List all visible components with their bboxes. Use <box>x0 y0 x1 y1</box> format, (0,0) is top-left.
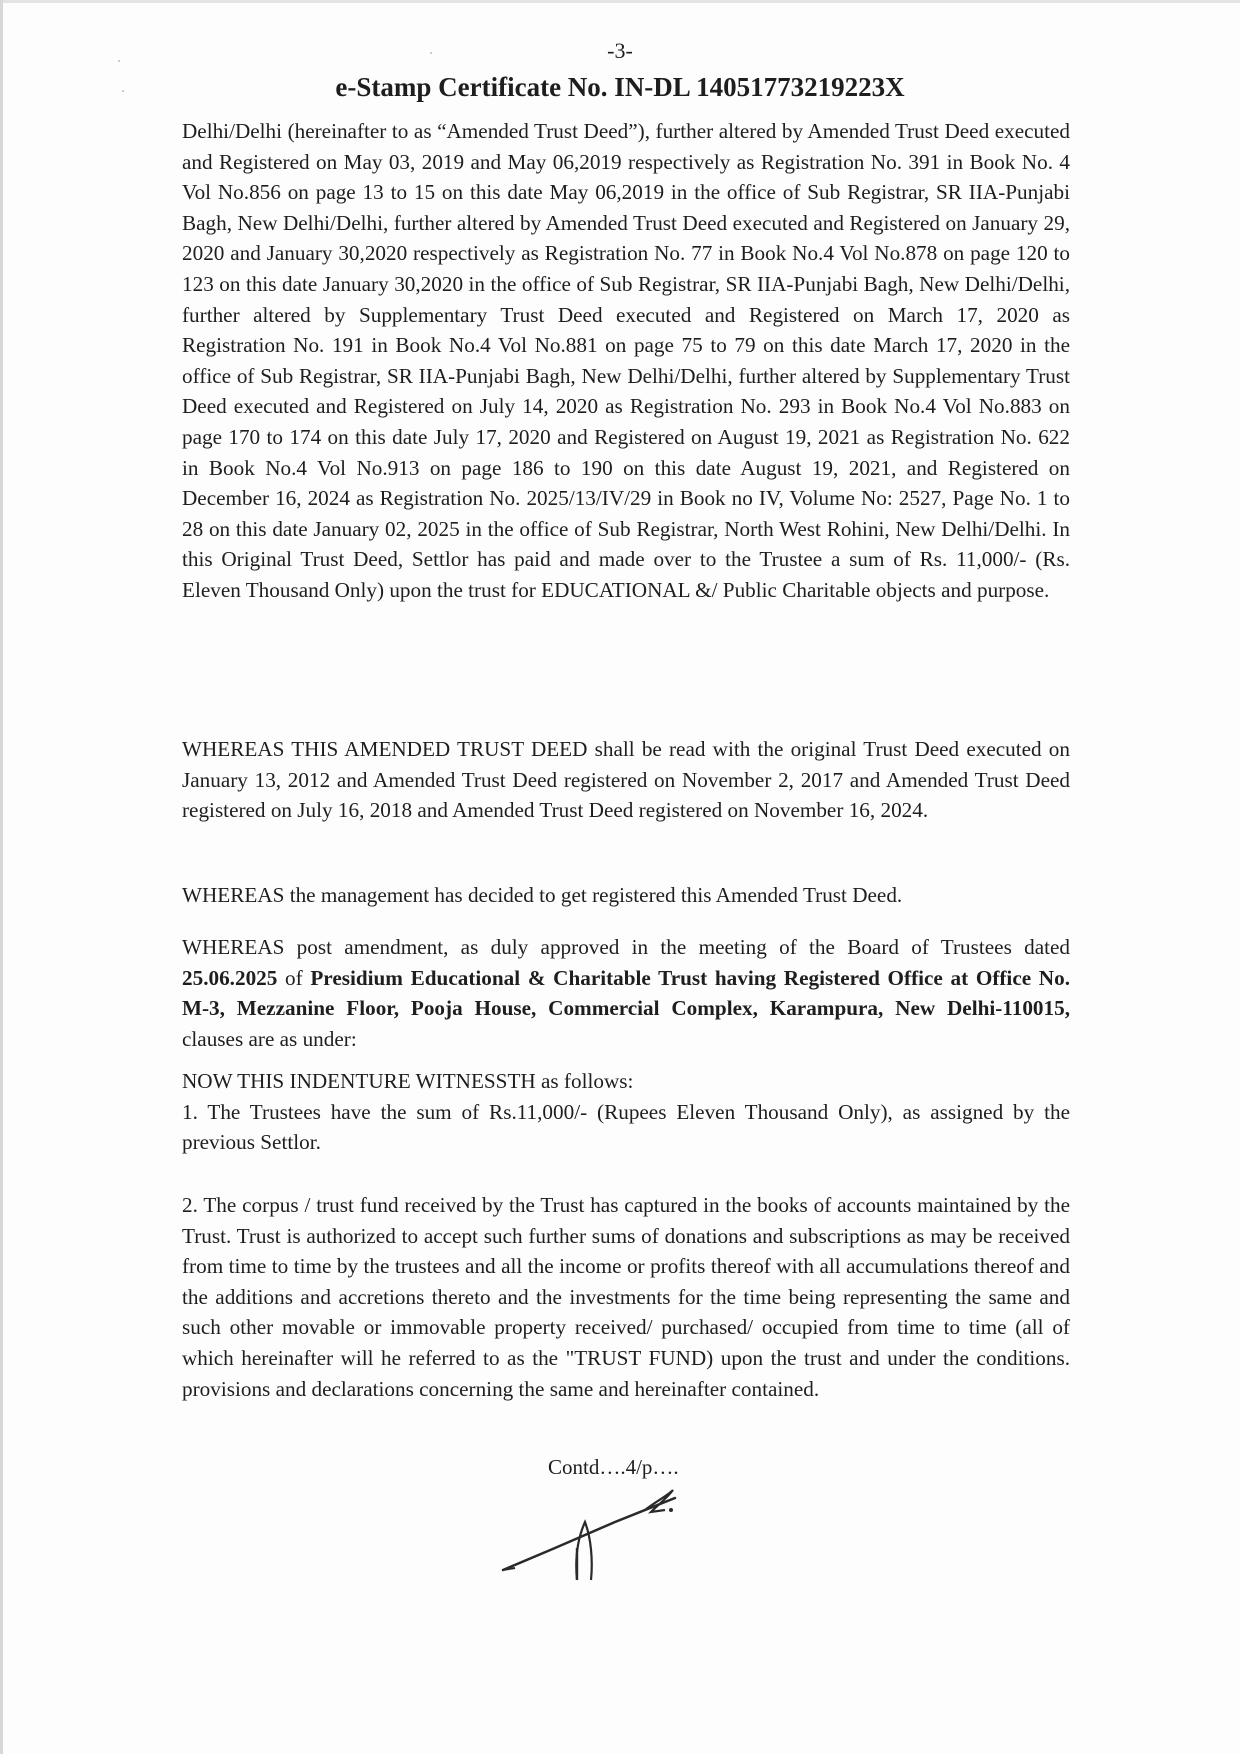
scan-speck <box>430 52 432 54</box>
paragraph-whereas-management <box>182 880 1070 911</box>
whereas-board-text <box>182 932 1070 1054</box>
deed-history-text: Delhi/Delhi (hereinafter to as “Amended Trust Deed”), further altered by Amended Trust Deed executed and Registered on May 03, 2019 and May 06,2019 respectively as Registration No. 391 in Book No. 4 Vol No.856 on page 13 to 15 on this date May 06,2019 in the office of Sub Registrar, SR IIA-Punjabi Bagh, New Delhi/Delhi, further altered by Amended Trust Deed executed and Registered on January 29, 2020 and January 30,2020 respectively as Registration No. 77 in Book No.4 Vol No.878 on page 120 to 123 on this date January 30,2020 in the office of Sub Registrar, SR IIA-Punjabi Bagh, New Delhi/Delhi, further altered by Supplementary Trust Deed executed and Registered on March 17, 2020 as Registration No. 191 in Book No.4 Vol No.881 on page 75 to 79 on this date March 17, 2020 in the office of Sub Registrar, SR IIA-Punjabi Bagh, New Delhi/Delhi, further altered by Supplementary Trust Deed executed and Registered on July 14, 2020 as Registration No. 293 in Book No.4 Vol No.883 on page 170 to 174 on this date July 17, 2020 and Registered on August 19, 2021 as Registration No. 622 in Book No.4 Vol No.913 on page 186 to 190 on this date August 19, 2021, and Registered on December 16, 2024 as Registration No. 2025/13/IV/29 in Book no IV, Volume No: 2527, Page No. 1 to 28 on this date January 02, 2025 in the office of Sub Registrar, North West Rohini, New Delhi/Delhi. In this Original Trust Deed, Settlor has paid and made over to the Trustee a sum of Rs. 11,000/- (Rs. Eleven Thousand Only) upon the trust for EDUCATIONAL &/ Public Charitable objects and purpose. <box>182 119 1070 602</box>
whereas-board-of: of <box>277 965 311 990</box>
paragraph-whereas-board <box>182 932 1070 1054</box>
whereas-management-text: WHEREAS the management has decided to get registered this Amended Trust Deed. <box>182 883 903 907</box>
document-title: e-Stamp Certificate No. IN-DL 14051773219223X <box>335 72 905 102</box>
trust-name-address: Presidium Educational & Charitable Trust having Registered Office at Office No. M-3, Mezzanine Floor, Pooja House, Commercial Complex, Karampura, New Delhi-110015, <box>182 965 1070 1021</box>
scan-speck <box>122 90 124 92</box>
paragraph-indenture <box>182 1066 1070 1158</box>
clause-1: 1. The Trustees have the sum of Rs.11,000/- (Rupees Eleven Thousand Only), as assigned by the previous Settlor. <box>182 1099 1070 1155</box>
paragraph-whereas-read-with <box>182 734 1070 826</box>
indenture-heading: NOW THIS INDENTURE WITNESSTH as follows: <box>182 1069 634 1093</box>
scan-speck <box>118 60 120 62</box>
whereas-board-lead: WHEREAS post amendment, as duly approved in the meeting of the Board of Trustees dated <box>182 935 1070 959</box>
handwritten-signature-icon <box>495 1480 685 1595</box>
page-top-edge <box>0 0 1240 3</box>
board-meeting-date: 25.06.2025 <box>182 965 278 990</box>
page-left-edge <box>0 0 3 1754</box>
continuation-note: Contd….4/p…. <box>548 1455 679 1479</box>
whereas-board-tail: clauses are as under: <box>182 1026 357 1051</box>
page-number: -3- <box>607 38 633 63</box>
paragraph-clause-2 <box>182 1190 1070 1404</box>
clause-2: 2. The corpus / trust fund received by the Trust has captured in the books of accounts maintained by the Trust. Trust is authorized to accept such further sums of donations and subscriptions as may be received from time to time by the trustees and all the income or profits thereof with all accumulations thereof and the additions and accretions thereto and the investments for the time being representing the same and such other movable or immovable property received/ purchased/ occupied from time to time (all of which hereinafter will he referred to as the "TRUST FUND) upon the trust and under the conditions. provisions and declarations concerning the same and hereinafter contained. <box>182 1193 1070 1401</box>
paragraph-deed-history <box>182 116 1070 606</box>
whereas-read-with-text: WHEREAS THIS AMENDED TRUST DEED shall be read with the original Trust Deed executed on January 13, 2012 and Amended Trust Deed registered on November 2, 2017 and Amended Trust Deed registered on July 16, 2018 and Amended Trust Deed registered on November 16, 2024. <box>182 737 1070 823</box>
